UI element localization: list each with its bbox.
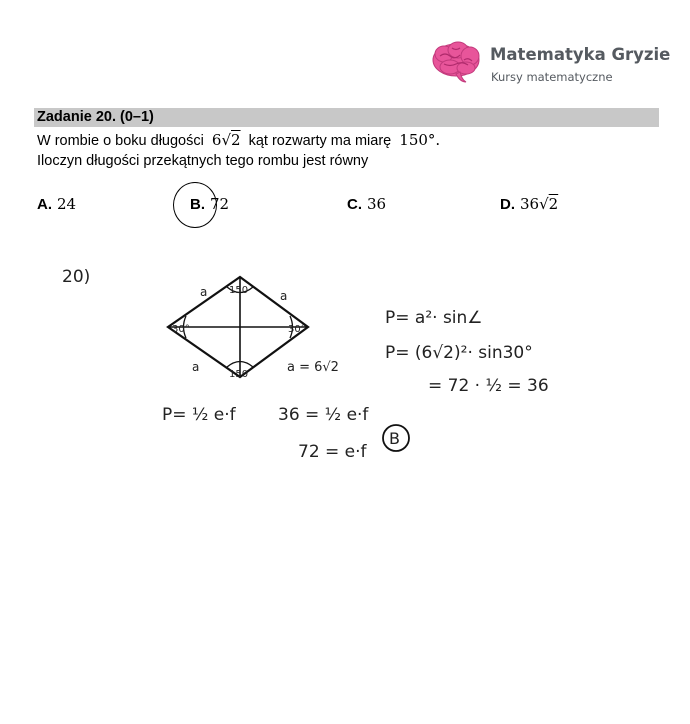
- answer-a[interactable]: A. 24: [37, 195, 77, 213]
- task-title: Zadanie 20. (0–1): [37, 109, 154, 125]
- side-value-label: a = 6√2: [287, 360, 339, 375]
- side-a-bottom-left: a: [192, 360, 200, 374]
- formula-product: 72 = e·f: [298, 442, 367, 462]
- angle-left: 30°: [172, 324, 190, 335]
- formula-diagonals: P= ½ e·f: [162, 405, 236, 425]
- final-answer: B: [389, 429, 400, 448]
- angle-top: 150: [229, 285, 249, 296]
- brand-subtitle: Kursy matematyczne: [491, 70, 613, 84]
- answer-b[interactable]: B. 72: [190, 195, 230, 213]
- task-header: [34, 108, 659, 127]
- formula-area-sin: P= a²· sin∠: [385, 308, 483, 328]
- brand-logo: [430, 38, 680, 88]
- side-a-top-right: a: [280, 289, 288, 303]
- formula-diagonals-sub: 36 = ½ e·f: [278, 405, 369, 425]
- handwritten-solution: [40, 250, 640, 480]
- angle-value: 150°.: [399, 131, 441, 149]
- side-a-top-left: a: [200, 285, 208, 299]
- solution-number: 20): [62, 267, 91, 287]
- answer-d[interactable]: D. 36√2: [500, 195, 559, 213]
- brand-name: Matematyka Gryzie: [490, 45, 671, 64]
- task-text-mid: kąt rozwarty ma miarę: [248, 133, 392, 149]
- answer-c[interactable]: C. 36: [347, 195, 387, 213]
- task-line-2: Iloczyn długości przekątnych tego rombu jest równy: [37, 153, 369, 169]
- angle-bottom: 150: [229, 369, 249, 380]
- task-text-prefix: W rombie o boku długości: [37, 133, 204, 149]
- formula-result: = 72 · ½ = 36: [428, 376, 549, 396]
- formula-substitution: P= (6√2)²· sin30°: [385, 343, 533, 363]
- brain-icon: [430, 40, 482, 84]
- side-length: 6√2: [211, 131, 241, 149]
- task-line-1: [37, 131, 440, 149]
- selected-answer-circle: [173, 182, 217, 228]
- angle-right: 30°: [288, 324, 306, 335]
